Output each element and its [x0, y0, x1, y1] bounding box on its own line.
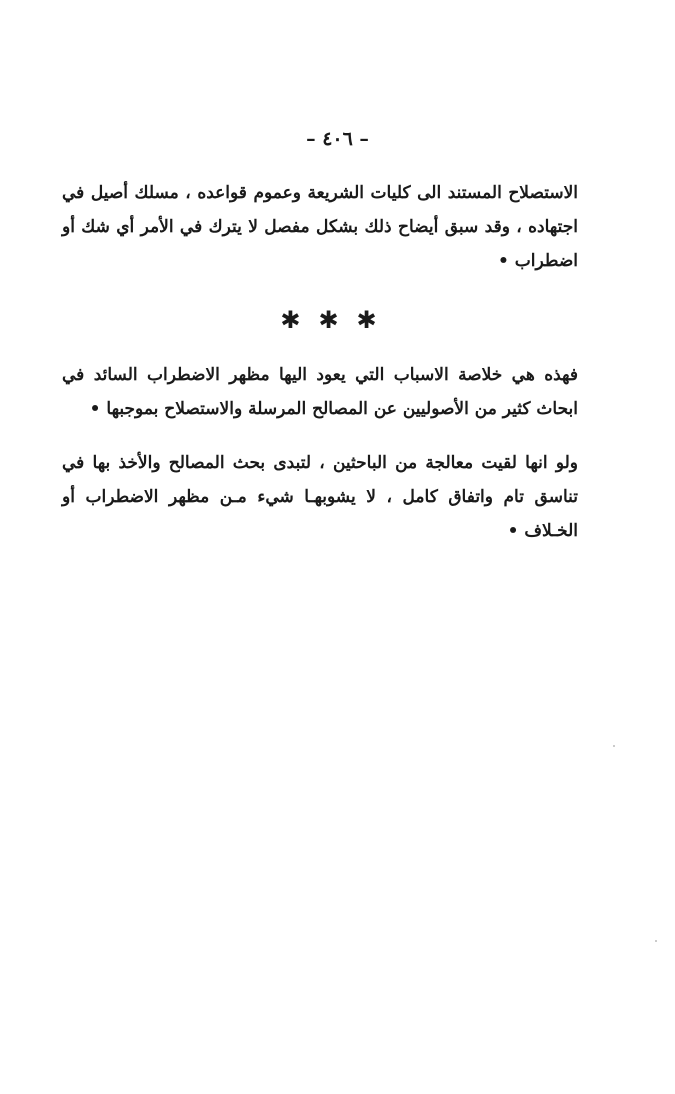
- page-number: – ٤٠٦ –: [306, 128, 369, 150]
- paragraph-continuation: الاستصلاح المستند الى كليات الشريعة وعموم قواعده ، مسلك أصيل في اجتهاده ، وقد سبق أيضاح ذلك بشكل مفصل لا يترك في الأمر أي شك أو اضطراب •: [62, 183, 578, 271]
- section-separator: ✱✱✱: [280, 306, 395, 334]
- paragraph-conclusion: ولو انها لقيت معالجة من الباحثين ، لتبدى بحث المصالح والأخذ بها في تناسق تام واتفاق كامل ، لا يشوبهـا شيء مـن مظهر الاضطراب أو الخـلاف •: [62, 453, 578, 541]
- paragraph-summary: فهذه هي خلاصة الاسباب التي يعود اليها مظهر الاضطراب السائد في ابحاث كثير من الأصوليين عن المصالح المرسلة والاستصلاح بموجبها •: [62, 365, 578, 419]
- scan-speck: [655, 940, 657, 942]
- scan-speck: [613, 745, 615, 747]
